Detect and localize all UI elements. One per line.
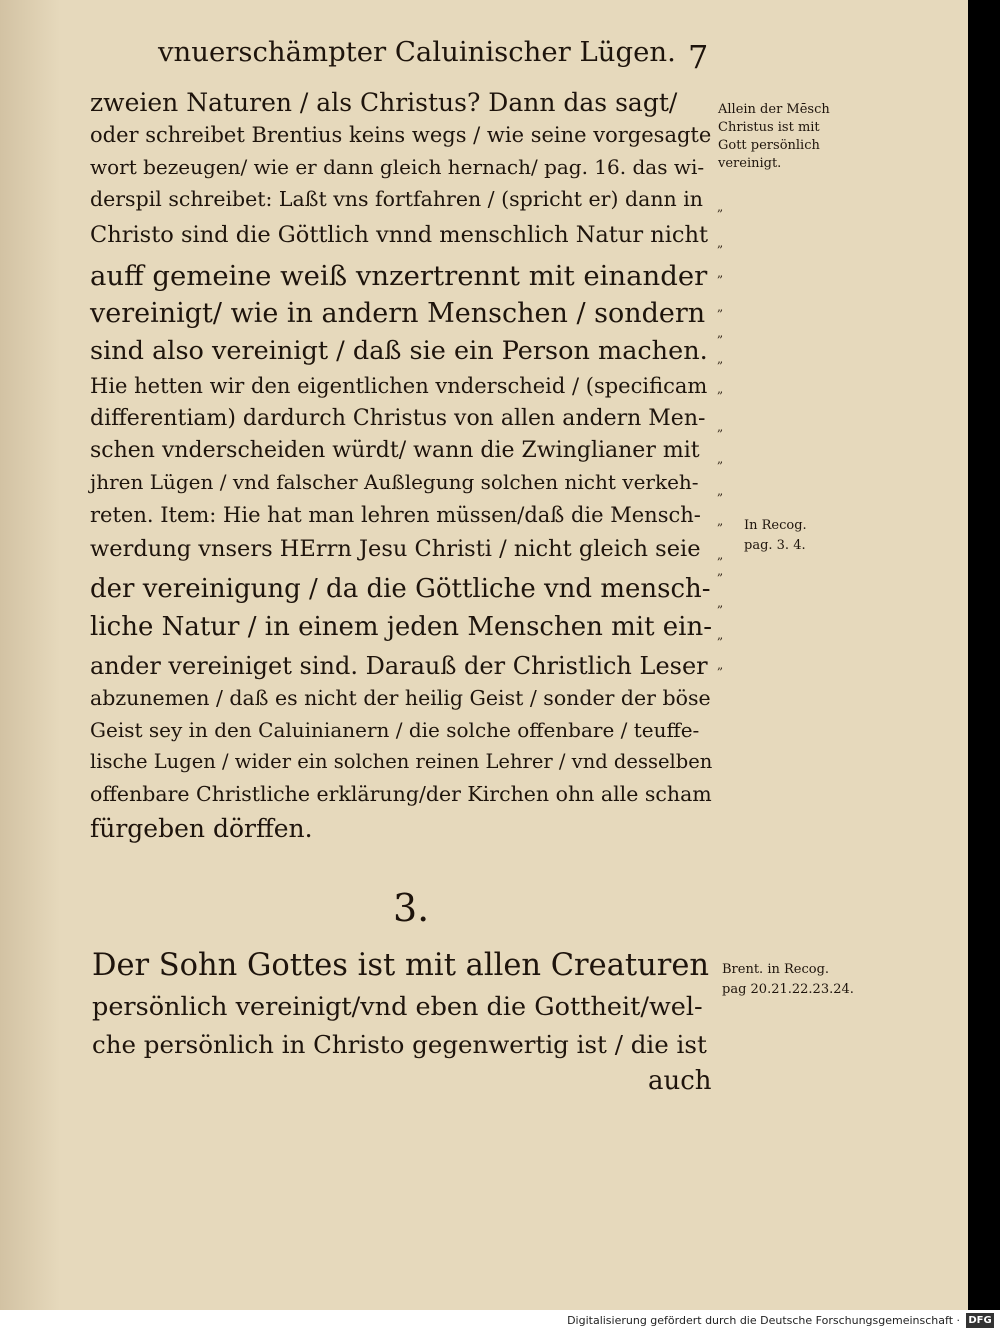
quote-mark: „ <box>717 420 724 434</box>
quote-mark: „ <box>717 266 724 280</box>
page-number: 7 <box>688 38 709 76</box>
body-line: differentiam) dardurch Christus von allen andern Men- <box>90 406 706 431</box>
section-line: persönlich vereinigt/vnd eben die Gottheit/wel- <box>92 992 703 1022</box>
dfg-logo: DFG <box>966 1313 994 1328</box>
body-line: Hie hetten wir den eigentlichen vnderscheid / (specificam <box>90 374 708 398</box>
body-line: werdung vnsers HErrn Jesu Christi / nicht gleich seie <box>90 536 701 562</box>
margin-note-line: Christus ist mit <box>718 120 820 135</box>
quote-mark: „ <box>717 514 724 528</box>
section-number: 3. <box>393 886 430 930</box>
quote-mark: „ <box>717 596 724 610</box>
body-line: auff gemeine weiß vnzertrennt mit einander <box>90 260 708 292</box>
margin-note-line: vereinigt. <box>718 156 782 171</box>
quote-mark: „ <box>717 352 724 366</box>
quote-mark: „ <box>717 658 724 672</box>
section-line: Der Sohn Gottes ist mit allen Creaturen <box>92 948 710 983</box>
margin-note-line: Allein der Mēsch <box>718 102 830 117</box>
body-line: oder schreibet Brentius keins wegs / wie seine vorgesagte <box>90 123 712 147</box>
margin-note-line: Gott persönlich <box>718 138 820 153</box>
body-line: Geist sey in den Caluinianern / die solche offenbare / teuffe- <box>90 718 700 742</box>
body-line: vereinigt/ wie in andern Menschen / sondern <box>90 298 706 329</box>
margin-note-line: pag 20.21.22.23.24. <box>722 982 854 997</box>
quote-mark: „ <box>717 326 724 340</box>
footer-credit: Digitalisierung gefördert durch die Deutsche Forschungsgemeinschaft · <box>567 1314 960 1327</box>
quote-mark: „ <box>717 548 724 562</box>
body-line: der vereinigung / da die Göttliche vnd mensch- <box>90 574 711 604</box>
body-line: schen vnderscheiden würdt/ wann die Zwinglianer mit <box>90 438 700 463</box>
quote-mark: „ <box>717 564 724 578</box>
running-head: vnuerschämpter Caluinischer Lügen. <box>158 36 676 68</box>
footer-bar <box>0 1310 1000 1332</box>
body-line: wort bezeugen/ wie er dann gleich hernach/ pag. 16. das wi- <box>90 155 705 179</box>
body-line: reten. Item: Hie hat man lehren müssen/daß die Mensch- <box>90 503 701 527</box>
catchword: auch <box>648 1066 712 1096</box>
body-line: liche Natur / in einem jeden Menschen mit ein- <box>90 612 713 642</box>
quote-mark: „ <box>717 382 724 396</box>
body-line: zweien Naturen / als Christus? Dann das sagt/ <box>90 88 678 117</box>
margin-note-line: Brent. in Recog. <box>722 962 830 977</box>
body-line: abzunemen / daß es nicht der heilig Geist / sonder der böse <box>90 686 711 710</box>
margin-note-line: pag. 3. 4. <box>744 538 806 553</box>
quote-mark: „ <box>717 484 724 498</box>
body-line: lische Lugen / wider ein solchen reinen Lehrer / vnd desselben <box>90 750 713 773</box>
page-shadow <box>0 0 60 1310</box>
quote-mark: „ <box>717 452 724 466</box>
body-line: sind also vereinigt / daß sie ein Person machen. <box>90 336 708 366</box>
body-line: fürgeben dörffen. <box>90 814 313 843</box>
body-line: offenbare Christliche erklärung/der Kirchen ohn alle scham <box>90 782 712 806</box>
quote-mark: „ <box>717 236 724 250</box>
quote-mark: „ <box>717 628 724 642</box>
body-line: derspil schreibet: Laßt vns fortfahren / (spricht er) dann in <box>90 187 703 211</box>
body-line: jhren Lügen / vnd falscher Außlegung solchen nicht verkeh- <box>90 470 699 494</box>
body-line: ander vereiniget sind. Darauß der Christlich Leser <box>90 652 708 680</box>
margin-note-line: In Recog. <box>744 518 807 533</box>
body-line: Christo sind die Göttlich vnnd menschlich Natur nicht <box>90 222 709 248</box>
quote-mark: „ <box>717 300 724 314</box>
quote-mark: „ <box>717 200 724 214</box>
section-line: che persönlich in Christo gegenwertig ist / die ist <box>92 1030 707 1059</box>
